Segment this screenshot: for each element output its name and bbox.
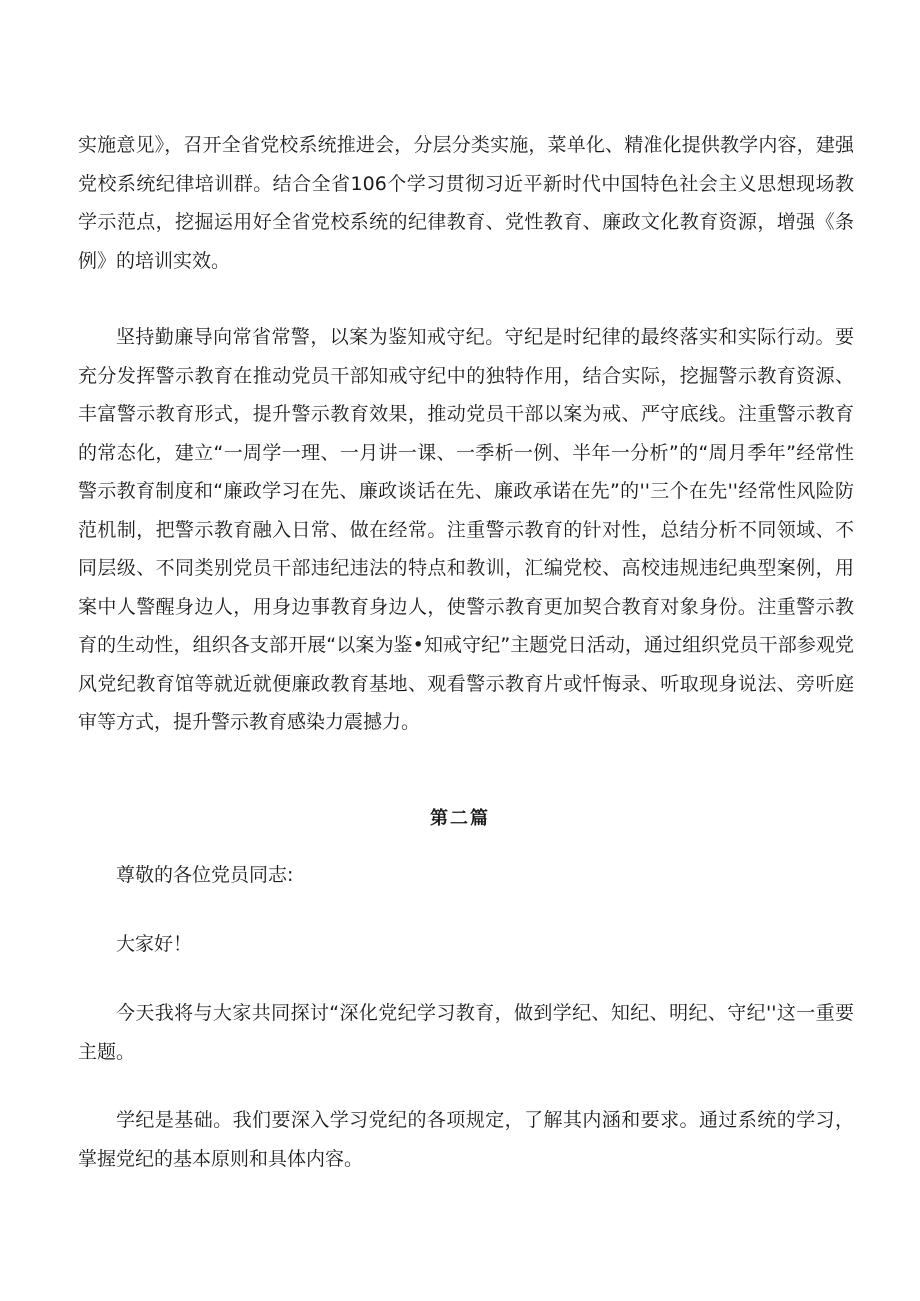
paragraph-learning-discipline: 学纪是基础。我们要深入学习党纪的各项规定，了解其内涵和要求。通过系统的学习，掌握党纪的基本原则和具体内容。	[78, 1109, 854, 1170]
paragraph-continuation: 实施意见》，召开全省党校系统推进会，分层分类实施，菜单化、精准化提供教学内容，建强党校系统纪律培训群。结合全省106个学习贯彻习近平新时代中国特色社会主义思想现场教学示范点，挖掘运用好全省党校系统的纪律教育、党性教育、廉政文化教育资源，增强《条例》的培训实效。	[78, 134, 854, 272]
paragraph-topic-intro: 今天我将与大家共同探讨“深化党纪学习教育，做到学纪、知纪、明纪、守纪''这一重要主题。	[78, 1002, 854, 1063]
paragraph-warning-education: 坚持勤廉导向常省常警，以案为鉴知戒守纪。守纪是时纪律的最终落实和实际行动。要充分发挥警示教育在推动党员干部知戒守纪中的独特作用，结合实际，挖掘警示教育资源、丰富警示教育形式，提升警示教育效果，推动党员干部以案为戒、严守底线。注重警示教育的常态化，建立“一周学一理、一月讲一课、一季析一例、半年一分析”的“周月季年”经常性警示教育制度和“廉政学习在先、廉政谈话在先、廉政承诺在先”的''三个在先''经常性风险防范机制，把警示教育融入日常、做在经常。注重警示教育的针对性，总结分析不同领域、不同层级、不同类别党员干部违纪违法的特点和教训，汇编党校、高校违规违纪典型案例，用案中人警醒身边人，用身边事教育身边人，使警示教育更加契合教育对象身份。注重警示教育的生动性，组织各支部开展“以案为鉴•知戒守纪”主题党日活动，通过组织党员干部参观党风党纪教育馆等就近就便廉政教育基地、观看警示教育片或忏悔录、听取现身说法、旁听庭审等方式，提升警示教育感染力震撼力。	[78, 326, 854, 733]
paragraph-greeting: 大家好！	[116, 933, 193, 955]
section-heading: 第二篇	[430, 808, 490, 829]
paragraph-salutation: 尊敬的各位党员同志:	[116, 864, 294, 886]
